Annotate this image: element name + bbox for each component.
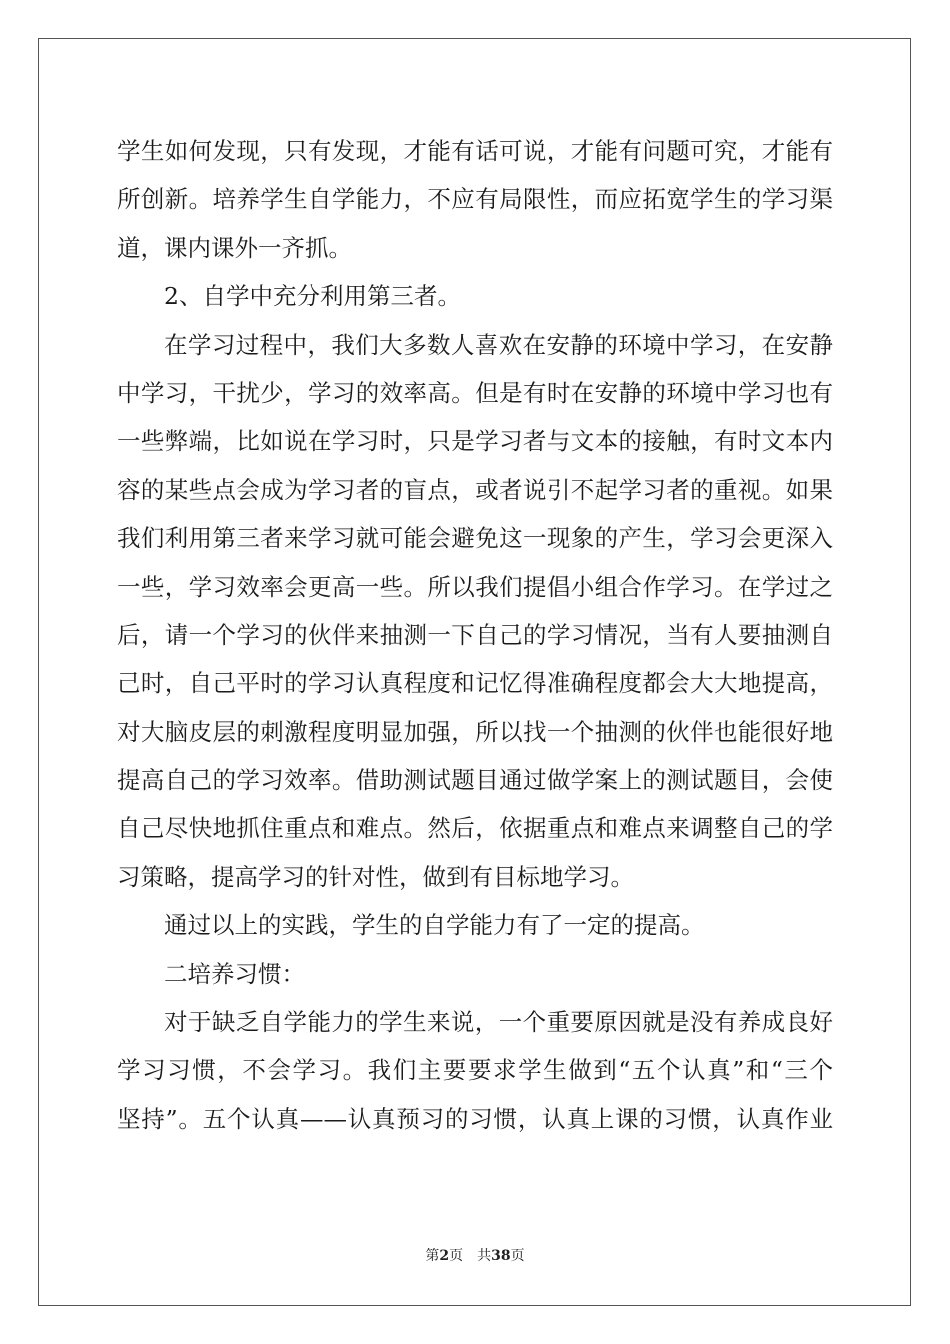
page-prefix: 第 [425,1248,440,1264]
text-line: 通过以上的实践，学生的自学能力有了一定的提高。 [164,911,705,940]
text-line: 所创新。培养学生自学能力，不应有局限性，而应拓宽学生的学习渠 [117,185,833,214]
page-suffix: 页 [449,1248,464,1264]
text-line: 对大脑皮层的刺激程度明显加强，所以找一个抽测的伙伴也能很好地 [117,717,833,746]
text-line: 提高自己的学习效率。借助测试题目通过做学案上的测试题目，会使 [117,766,833,795]
document-body [117,127,833,1143]
text-line: 自己尽快地抓住重点和难点。然后，依据重点和难点来调整自己的学 [117,814,833,843]
text-line: 我们利用第三者来学习就可能会避免这一现象的产生，学习会更深入 [117,524,833,553]
text-line: 习策略，提高学习的针对性，做到有目标地学习。 [117,862,634,891]
total-pages: 38 [491,1248,511,1264]
text-line: 容的某些点会成为学习者的盲点，或者说引不起学习者的重视。如果 [117,475,833,504]
text-line: 己时，自己平时的学习认真程度和记忆得准确程度都会大大地提高， [117,669,833,698]
text-line: 学习习惯，不会学习。我们主要要求学生做到“五个认真”和“三个 [117,1056,833,1085]
total-suffix: 页 [510,1248,525,1264]
text-line: 一些，学习效率会更高一些。所以我们提倡小组合作学习。在学过之 [117,572,833,601]
text-line: 在学习过程中，我们大多数人喜欢在安静的环境中学习，在安静 [164,330,833,359]
text-line: 学生如何发现，只有发现，才能有话可说，才能有问题可究，才能有 [117,137,833,165]
page-number: 2 [439,1248,450,1264]
text-line: 后，请一个学习的伙伴来抽测一下自己的学习情况，当有人要抽测自 [117,620,833,649]
section-heading: 二培养习惯： [164,959,305,988]
section-heading: 2、自学中充分利用第三者。 [164,282,461,311]
text-line: 坚持”。五个认真——认真预习的习惯，认真上课的习惯，认真作业 [117,1104,833,1133]
text-line: 中学习，干扰少，学习的效率高。但是有时在安静的环境中学习也有 [117,378,833,407]
text-line: 道，课内课外一齐抓。 [117,233,352,262]
text-line: 对于缺乏自学能力的学生来说，一个重要原因就是没有养成良好 [164,1008,833,1037]
total-prefix: 共 [477,1248,492,1264]
page-footer [0,1245,950,1265]
text-line: 一些弊端，比如说在学习时，只是学习者与文本的接触，有时文本内 [117,427,833,456]
